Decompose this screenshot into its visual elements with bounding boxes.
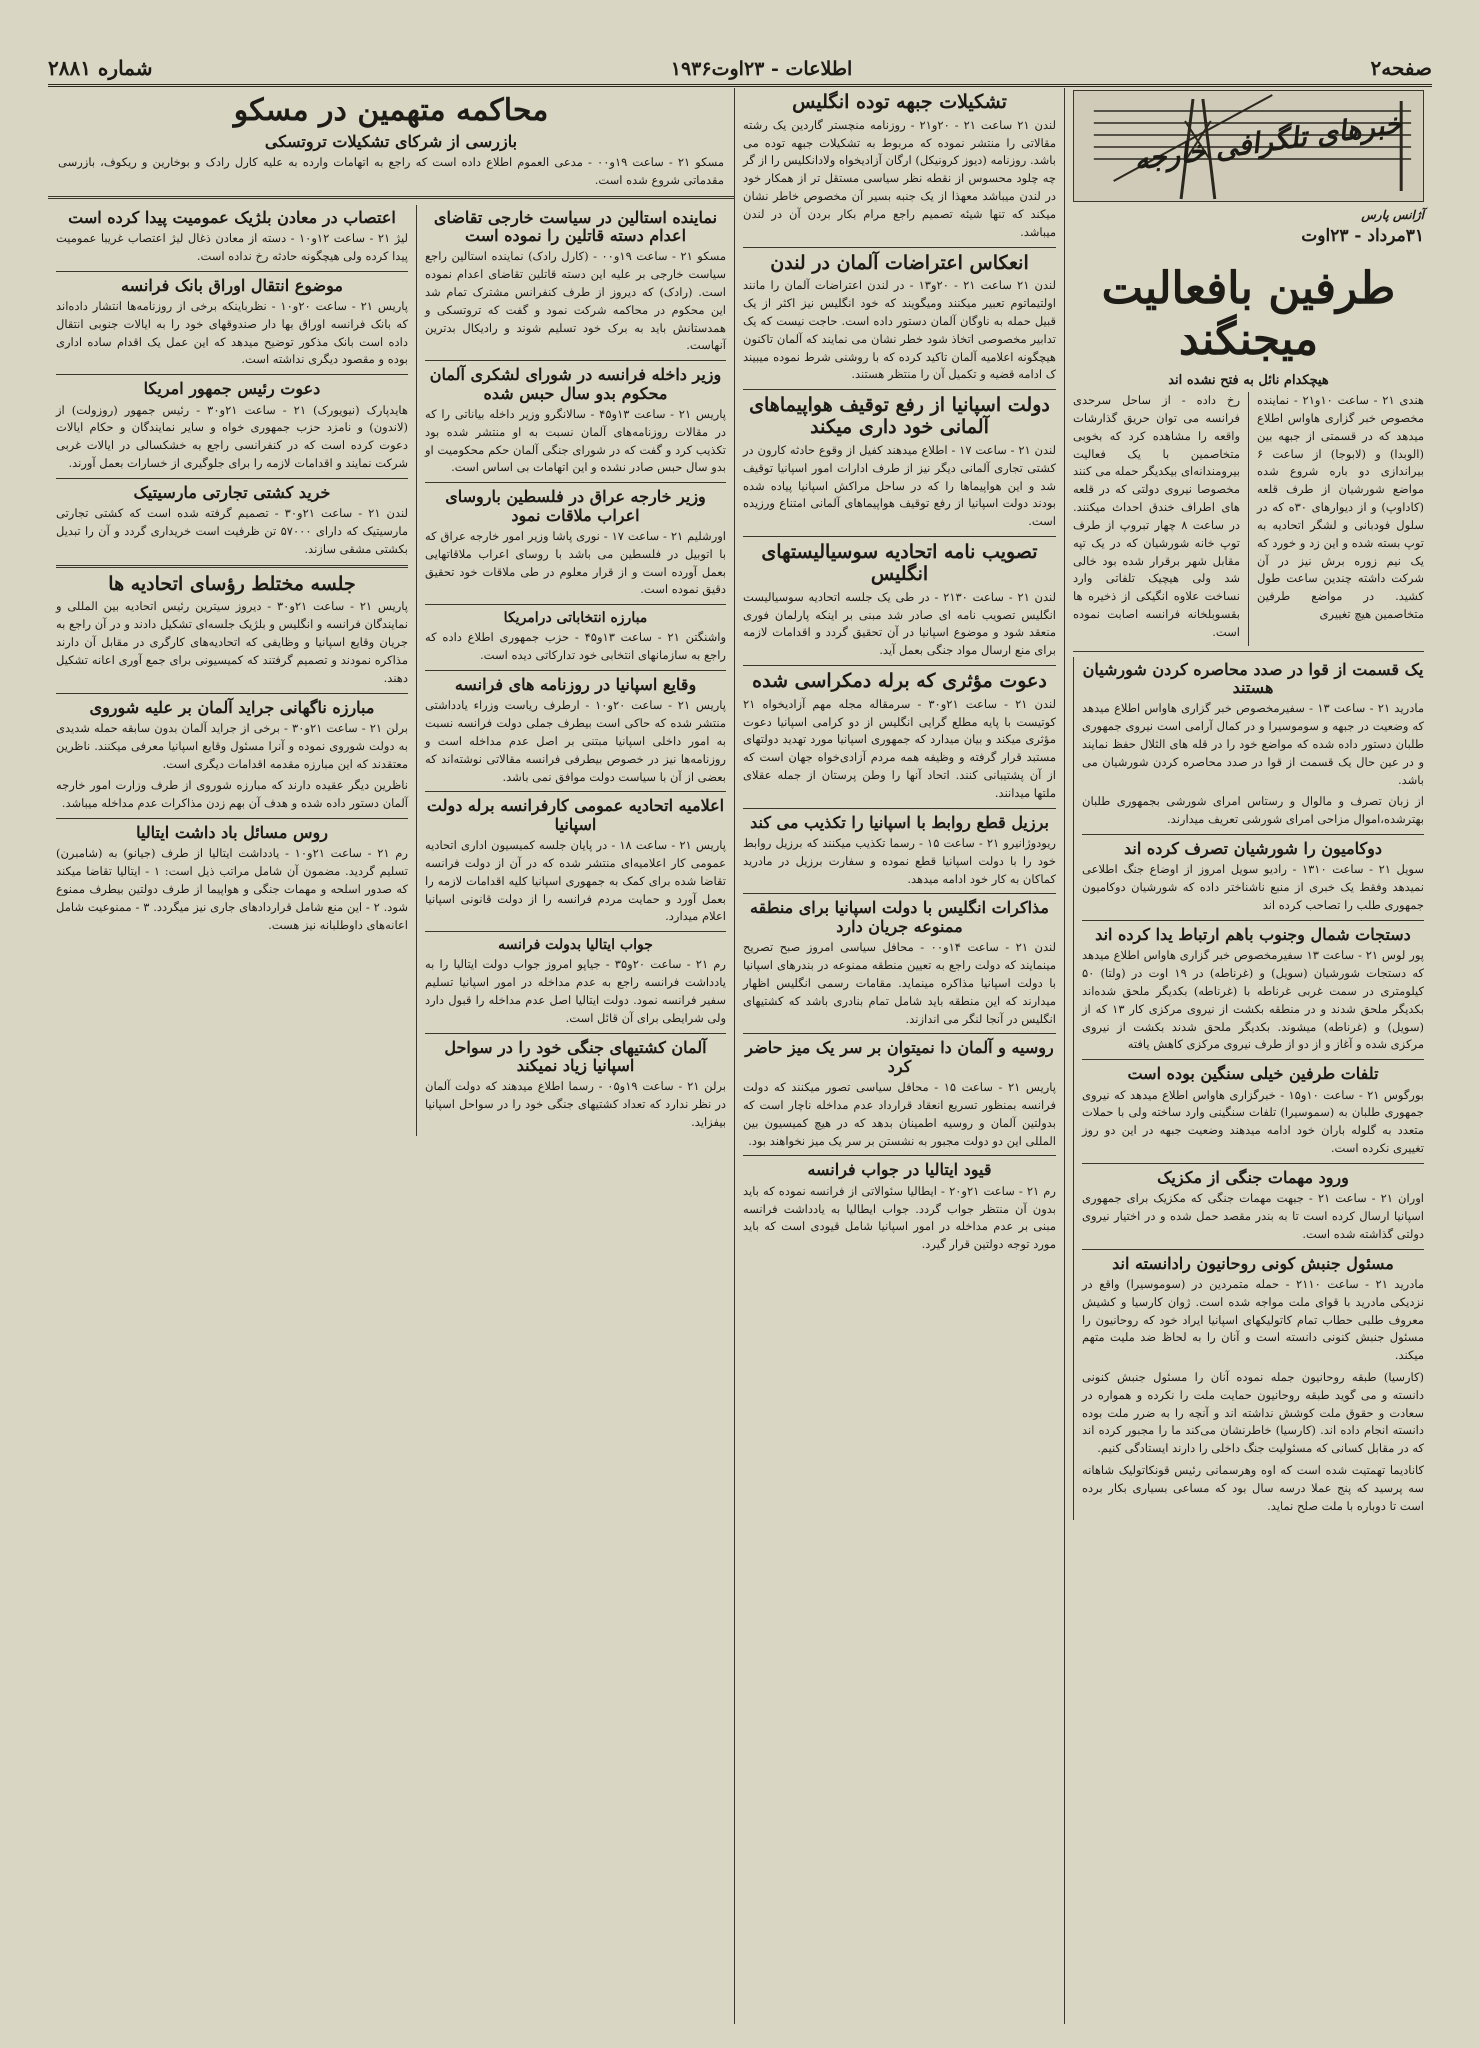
article-text: مادرید ۲۱ - ساعت ۱۳ - سفیرمخصوص خبر گزاری هاواس اطلاع میدهد که وضعیت در جبهه و سوموسیرا و در کمال آرامی است نیروی جمهوری طلبان دستور داده شده که مواضع خود را در قله های الثلال حفظ نمایند و در عین حال یک قسمت از قوا در صدد محاصره کردن شورشیان می باشد.: [1082, 701, 1424, 787]
article-body-split: [1073, 392, 1424, 645]
article-text: لندن ۲۱ - ساعت ۲۱و۳۰ - تصمیم گرفته شده است که کشتی تجارتی مارسیتیک که دارای ۵۷۰۰۰ تن ظرفیت است خریداری گردد و آن را تبدیل بکشتی مشقی سازند.: [56, 506, 408, 556]
article-headline: دستجات شمال وجنوب باهم ارتباط یدا کرده اند: [1095, 924, 1411, 944]
lower-split: [1073, 657, 1424, 1520]
main-headline: طرفین بافعالیت میجنگند: [1101, 263, 1396, 365]
telegraph-banner: [1073, 90, 1424, 202]
column-world-news: [48, 205, 416, 1136]
section-title: خبرهای تلگرافی خارجه: [1131, 106, 1404, 177]
article-headline: دعوت مؤثری که برله دمکراسی شده: [752, 669, 1047, 692]
article-text: مسکو ۲۱ - ساعت ۱۹و۰۰ - (کارل رادک) نماینده استالین راجع سیاست خارجی بر علیه این دسته قاتلین تقاضای اعدام نموده است. (رادک) که دیروز از طرف کنفرانس مشترک تمام شد این محکوم در محاکمه شرکت نمود و گفت که تروتسکی و همدستانش باید به برک خود تسلیم شوند و رادیکال بدترین آنهاست.: [425, 249, 726, 353]
article-headline: قیود ایتالیا در جواب فرانسه: [807, 1160, 992, 1180]
issue-number: شماره ۲۸۸۱: [48, 56, 153, 80]
article-text: اورشلیم ۲۱ - ساعت ۱۷ - نوری پاشا وزیر امور خارجه عراق که با اتوبیل در فلسطین می باشد با روسای اعراب ملاقاتهایی بعمل آورده است و از قرار معلوم در طی ملاقات خود تحقیق دقیق نموده است.: [425, 528, 726, 597]
masthead: [48, 44, 1432, 87]
article-text: برلن ۲۱ - ساعت ۲۱و۳۰ - برخی از جراید آلمان بدون سابقه حمله شدیدی به دولت شوروی نموده و آنرا مسئول وقایع اسپانیا معرفی میکنند. ناظرین معتقدند که این مبارزه مقدمه اقدامات دیگری است.: [56, 720, 408, 771]
article-text: اوران ۲۱ - ساعت ۲۱ - جبهت مهمات جنگی که مکزیک برای جمهوری اسپانیا ارسال کرده است تا به بندر مقصد حمل شده و در اختیار نیروی دولتی گذاشته شده است.: [1082, 1191, 1424, 1241]
article-headline: وزیر داخله فرانسه در شورای لشکری آلمان محکوم بدو سال حبس شده: [429, 365, 722, 403]
article-text: پاریس ۲۱ - ساعت ۲۱و۳۰ - دیروز سیترین رئیس اتحادیه بین المللی و نمایندگان فرانسه و انگلیس و بلژیک جلسه‌ای تشکیل دادند و در آن راجع به جریان وقایع اسپانیا و وظایفی که اتحادیه‌های کارگری در مقابل آن دارند مذاکره نمودند و تصمیم گرفتند که کمیسیونی برای جمع آوری اعانه تشکیل دهند.: [56, 599, 408, 685]
page-number: صفحه۲: [1370, 56, 1432, 80]
article-headline: دولت اسپانیا از رفع توقیف هواپیماهای آلمانی خود داری میکند: [749, 394, 1050, 439]
article-text: ریودوژانیرو ۲۱ - ساعت ۱۵ - رسما تکذیب میکنند که برزیل روابط خود را با دولت اسپانیا قطع نموده و سفارت برزیل در مادرید کماکان به کار خود ادامه میدهد.: [743, 836, 1056, 886]
article-text: پاریس ۲۱ - ساعت ۱۸ - در پایان جلسه کمیسیون اداری اتحادیه عمومی کار اعلامیه‌ای منتشر شده که در آن از دولت فرانسه تقاضا شده برای کمک به جمهوری اسپانیا کلیه اقدامات لازمه را بعمل آورد و حمایت مردم فرانسه را از دولت قانونی اسپانیا اعلام میدارد.: [425, 838, 726, 924]
date-line: [1073, 226, 1424, 246]
article-headline: ورود مهمات جنگی از مکزیک: [1157, 1167, 1349, 1187]
article-headline: وزیر خارجه عراق در فلسطین باروسای اعراب ملاقات نمود: [445, 487, 706, 525]
article-headline: وقایع اسپانیا در روزنامه های فرانسه: [454, 674, 697, 694]
article-headline: بازرسی از شرکای تشکیلات تروتسکی: [264, 131, 518, 151]
article-headline: نماینده استالین در سیاست خارجی تقاضای اعدام دسته قاتلین را نموده است: [433, 207, 718, 245]
article-headline: مبارزه انتخاباتی درامریکا: [503, 610, 648, 627]
article-headline: دعوت رئیس جمهور امریکا: [143, 379, 321, 399]
article-headline: مذاکرات انگلیس با دولت اسپانیا برای منطقه ممنوعه جریان دارد: [750, 898, 1049, 936]
source-stamp: آژانس پارس: [1361, 208, 1424, 222]
article-text: لندن ۲۱ - ساعت ۱۷ - اطلاع میدهند کفیل از وقوع حادثه کارون در کشتی تجاری آلمانی دیگر نیز از طرف ادارات امور اسپانیا توقیف شد و این هواپیماها را که در ساحل مراکش اسپانیا پیاده شده بودند دولت اسپانیا از رفع توقیف هواپیماهای آلمانی امتناع ورزیده است.: [743, 442, 1056, 529]
article-text: لندن ۲۱ ساعت ۲۱ - ۲۰و۱۳ - در لندن اعتراضات آلمان را مانند اولتیماتوم تعبیر میکنند ومیگویند که خود انگلیس نیز اکثر از یک قبیل حمله به ناوگان آلمان دستور داده است. حاجت نیست که یک تدابیر مخصوصی اتخاذ شود خطر نشان می نمایند که آلمان تاکنون هیچگونه اعلامیه آلمان تاکید کرده که با روشنی شرط نموده میبیند ک ادامه قضیه و تکمیل آن را منتظر هستند.: [743, 278, 1057, 382]
article-text: پاریس ۲۱ - ساعت ۱۳و۴۵ - سالانگرو وزیر داخله بیاناتی را که در مقالات روزنامه‌های آلمان نسبت به او منتشر شده بود تکذیب کرد و گفت که در شورای جنگی آلمان حکم محکومیت او بدو سال حبس صادر نشده و این اتهامات بی اساس است.: [425, 406, 726, 475]
article-headline: یک قسمت از قوا در صدد محاصره کردن شورشیان هستند: [1082, 659, 1424, 697]
article-headline: خرید کشتی تجارتی مارسیتیک: [133, 482, 331, 502]
moscow-headline: محاکمه متهمین در مسکو: [233, 93, 549, 128]
main-subhead: هیچکدام نائل به فتح نشده اند: [1168, 373, 1329, 389]
article-text: بورگوس ۲۱ - ساعت ۱۰و۱۵ - خبرگزاری هاواس اطلاع میدهد که نیروی جمهوری طلبان به (سموسیرا) تلفات سنگینی وارد ساخته ولی با حملات متعدد به گلوله باران خود ادامه میدهند وضعیت جبهه در این دو روز تغییری نکرده است.: [1082, 1087, 1425, 1155]
article-text: کانادیما تهمتیت شده است که اوه وهرسمانی رئیس قونکاتولیک شاهانه سه پرسید که پنج عملا درسه سال بود که مساعی بسیاری بکار برده است تا دوباره با ملت صلح نماید.: [1082, 1463, 1424, 1513]
article-text: لندن ۲۱ - ساعت ۲۱و۳۰ - سرمقاله مجله مهم آزادیخواه ۲۱ کوتیست با پایه مطلع گرایی انگلیس از دو کرامی اسپانیا دعوت مؤثری میکند و بیان میدارد که جمهوری اسپانیا مورد تهدید دولتهای مستبد قرار گرفته و وظیفه همه مردم آزادی‌خواه جهان است که از آن پشتیبانی کنند. اتحاد آنها را وطن پرستان از جمله عقلای ملتها میدانند.: [743, 696, 1056, 800]
article-text: رم ۲۱ - ساعت ۲۱و۱۰ - یادداشت ایتالیا از طرف (جیانو) به (شامبرن) تسلیم گردید. مضمون آن شامل مراتب ذیل است: ۱ - ایتالیا تقاضا میکند که صدور اسلحه و مهمات جنگی و هواپیما از طرف دولتین بیطرف ممنوع شود. ۲ - این منع شامل قراردادهای جاری نیز میگردد. ۳ - ممنوعیت شامل اعانه‌های داوطلبانه نیز هست.: [56, 846, 408, 932]
article-headline: روس مسائل باد داشت ایتالیا: [136, 823, 328, 842]
article-text: از زبان تصرف و مالوال و رستاس امرای شورشی بجمهوری طلبان بهترشده،اموال مزاحی امرای شورشی تعریف میدارند.: [1082, 794, 1424, 827]
columns-moscow-trial: [48, 88, 734, 2024]
article-text: هایدپارک (نیویورک) ۲۱ - ساعت ۲۱و۳۰ - رئیس جمهور (روزولت) از (لاندون) و نامزد حزب جمهوری خواه و سایر نمایندگان و حکام ایالات دعوت کرده است که در کنفرانسی راجع به خشکسالی در ایالات غربی شرکت نمایند و اقدامات لازمه را برای جلوگیری از خسارات بعمل آورند.: [56, 402, 408, 470]
article-headline: مسئول جنبش کونی روحانیون رادانسته اند: [1112, 1253, 1394, 1273]
article-text: پاریس ۲۱ - ساعت ۱۵ - محافل سیاسی تصور میکنند که دولت فرانسه بمنظور تسریع انعقاد قرارداد عدم مداخله ناچار است که بدولتین آلمان و روسیه اطمینان بدهد که در هیچ کمیسیون بین المللی این دو دولت مجبور به نشستن بر سر یک میز نخواهند بود.: [743, 1080, 1056, 1148]
article-text: مسکو ۲۱ - ساعت ۱۹و۰۰ - مدعی العموم اطلاع داده است که راجع به اتهامات وارده به علیه کارل رادک و بوخارین و ریکوف، بازرسی مقدماتی شروع شده است.: [58, 154, 724, 187]
article-headline: برزیل قطع روابط با اسپانیا را تکذیب می کند: [750, 812, 1049, 832]
article-headline: اعتصاب در معادن بلژیک عمومیت پیدا کرده است: [68, 207, 396, 227]
paper-date: اطلاعات - ۲۳اوت۱۹۳۶: [670, 58, 853, 80]
article-headline: جواب ایتالیا بدولت فرانسه: [498, 937, 653, 954]
date-line-text: ۳۱مرداد - ۲۳اوت: [1301, 226, 1424, 246]
article-text: (کارسیا) طبقه روحانیون جمله نموده آنان را مسئول جنبش کنونی دانسته و می گوید طبقه روحانیون حمایت ملت را نکرده و همواره در سعادت و حقوق ملت کوشش نداشته اند و آنچه را به ضرر ملت بوده دانسته انجام داده اند. (کارسیا) خاطرنشان می‌کند ما را مجبور کرده اند که در مقابل کسانی که مسئولیت جنگ داخلی را دارند ایستادگی کنیم.: [1082, 1370, 1424, 1456]
article-headline: تصویب نامه اتحادیه سوسیالیستهای انگلیس: [761, 541, 1038, 585]
moscow-subcolumns: [48, 205, 734, 1136]
article-headline: اعلامیه اتحادیه عمومی کارفرانسه برله دولت اسپانیا: [426, 796, 725, 834]
article-headline: آلمان کشتیهای جنگی خود را در سواحل اسپانیا زیاد نمیکند: [444, 1037, 707, 1075]
column-foreign-news: [1064, 88, 1432, 2024]
article-headline: تلفات طرفین خیلی سنگین بوده است: [1127, 1064, 1379, 1084]
article-text: لندن ۲۱ - ساعت ۱۴و۰۰ - محافل سیاسی امروز صبح تصریح مینمایند که دولت راجع به تعیین منطقه ممنوعه در بندرهای اسپانیا با دولت اسپانیا مذاکره مینماید. مقامات رسمی انگلیس اظهار میدارند که این منطقه باید شامل تمام بنادری باشد که کشتیهای انگلیس در آنجا لنگر می اندازند.: [743, 940, 1056, 1026]
article-text: لندن ۲۱ - ساعت ۲۱۳۰ - در طی یک جلسه اتحادیه سوسیالیست انگلیس تصویب نامه ای صادر شد مبنی بر اینکه پارلمان فوری منعقد شود و موضوع اسپانیا در آن تحقیق گردد و اقدامات لازمه برای منع ارسال مواد جنگی بعمل آید.: [743, 589, 1056, 658]
article-text: پاریس ۲۱ - ساعت ۲۰و۱۰ - نظرباینکه برخی از روزنامه‌ها انتشار داده‌اند که بانک فرانسه اوراق بها دار صندوقهای خود را به ایالات جنوبی انتقال داده است بانک مذکور توضیح میدهد که این عمل یک اقدام ساده اداری بوده و مقصود دیگری نداشته است.: [56, 298, 408, 367]
column-europe-news: [416, 205, 734, 1136]
column-britain-news: [734, 88, 1064, 2024]
article-headline: جلسه مختلط رؤسای اتحادیه ها: [108, 572, 356, 595]
article-text: واشنگتن ۲۱ - ساعت ۱۳و۴۵ - حزب جمهوری اطلاع داده که راجع به سازمانهای انتخابی خود تدارکاتی دیده است.: [425, 630, 726, 663]
article-text: هندی ۲۱ - ساعت ۱۰و۲۱ - نماینده مخصوص خبر گزاری هاواس اطلاع میدهد که در قسمتی از جبهه بین (الوبدا) و (لابوجا) از ساعت ۶ بیراندازی دو باره شروع شده مواضع شورشیان از طرف قلعه (کاداوپ) و از دیوارهای ۳۰ه که در سلول فودبانی و لشگر اتحادیه به توپ بسته شده و این زد و خورد که یک نیم زوره برش نیز در آن شرکت داشته چندین ساعت طول کشید. در مواضع طرفین متخاصمین هیچ تغییری: [1257, 393, 1425, 621]
article-text: لندن ۲۱ ساعت ۲۱ - ۲۰و۲۱ - روزنامه منچستر گاردین یک رشته مقالاتی را منتشر نموده که مربوط به تشکیلات جبهه توده می باشد. روزنامه (دیوز کرونیکل) ارگان آزادیخواه ولادانکلیس را از گر چه چلود محسوس از نقطه نظر سیاسی مستقل تر از همکار خود در لندن میباشد معهذا از یک جنبه بسیر آن مخصوص خاطر نشان میکند که تنها شیئه تصمیم راجع مرام بکار بردن آن در لندن میباشد.: [743, 117, 1056, 239]
article-text: ناظرین دیگر عقیده دارند که مبارزه شوروی از طرف وزارت امور خارجه آلمان دستور داده شده و هدف آن بهم زدن مذاکرات عدم مداخله میباشد.: [56, 778, 408, 811]
article-headline: روسیه و آلمان دا نمیتوان بر سر یک میز حاضر کرد: [745, 1038, 1054, 1076]
article-headline: تشکیلات جبهه توده انگلیس: [792, 91, 1007, 113]
columns: [48, 88, 1432, 2024]
article-text: رم ۲۱ - ساعت ۲۱و۲۰ - ایطالیا سئوالاتی از فرانسه نموده که باید بدون آن منتظر جواب گردد. جواب ایطالیا به یادداشت فرانسه مبنی بر عدم مداخله در امور اسپانیا شامل قیودی است که باید مورد توجه دولتین قرار گیرد.: [743, 1183, 1056, 1252]
article-text: رخ داده - از ساحل سرحدی فرانسه می توان حریق گذارشات واقعه را مشاهده کرد که بخوبی متخاصمین با یک فعالیت بیرومندانه‌ای بیکدیگر حمله می کنند مخصوصا نیروی دولتی که در قلعه های اطراف خندق احداث میکنند. در ساعت ۸ چهار تبروپ از طرف توپ خانه شورشیان که در یک تپه مقابل شهر برقرار شده بود خالی شد ولی هیچیک تلفاتی وارد نساخت علاوه انگیکی از ذخیره ها بقسوبلخانه فرانسه اصابت نموده است.: [1073, 393, 1241, 639]
article-text: سویل ۲۱ - ساعت ۱۳۱۰ - رادیو سویل امروز از اوضاع جنگ اطلاعی نمیدهد وفقط یک خبری از منبع ناشناختر داده که شورشیان دوکامیون جمهوری طلب را تصاحب کرده اند: [1082, 862, 1424, 913]
article-text: برلن ۲۱ - ساعت ۱۹و۰۵ - رسما اطلاع میدهند که دولت آلمان در نظر ندارد که تعداد کشتیهای جنگی خود را در سواحل اسپانیا بیفزاید.: [425, 1079, 726, 1129]
article-headline: موضوع انتقال اوراق بانک فرانسه: [121, 275, 343, 295]
article-text: پاریس ۲۱ - ساعت ۲۰و۱۰ - ارطرف ریاست وزراء یادداشتی منتشر شده که حاکی است بیطرف جملی دولت فرانسه نسبت به امور داخلی اسپانیا مبتنی بر اصل عدم مداخله است و روزنامه‌ها نیز در خصوص بیطرفی فرانسه مقالاتی نوشته‌اند که بعضی از آن با سیاست دولت موافق نمی باشد.: [425, 698, 726, 784]
article-headline: دوکامیون را شورشیان تصرف کرده اند: [1123, 839, 1383, 859]
article-text: رم ۲۱ - ساعت ۲۰و۳۵ - جیاپو امروز جواب دولت ایتالیا را به یادداشت فرانسه راجع به عدم مداخله در امور اسپانیا تسلیم سفیر فرانسه نمود. دولت ایتالیا اصل عدم مداخله را قبول دارد ولی شرایطی برای آن قائل است.: [425, 957, 726, 1025]
article-text: پور لوس ۲۱ - ساعت ۱۳ سفیرمخصوص خبر گزاری هاواس اطلاع میدهد که دستجات شورشیان (سویل) و (غرناطه) در ۱۹ اوت در (ولتا) ۵۰ کیلومتری در سمت غربی غرناطه با (غرناطه) بکدیگر ملحق شده‌اند بکدیگر ملحق شدند و در منطقه بکشت از نیروی مرکزی کار ۱۳ که از (سویل) و (غرناطه) میشوند. بکدیگر ملحق شدند بکشت از نیروی مرکزی شده و آغاز و از دو از طرف نیروی مرکزی کاهش یافته: [1082, 948, 1424, 1052]
article-text: مادرید ۲۱ - ساعت ۲۱۱۰ - حمله متمردین در (سوموسیرا) واقع در نزدیکی مادرید با قوای ملت مواجه شده است. ژوان کارسیا و کشیش معروف طلبی حطاب تمام کاتولیکهای اسپانیا ایراد خود که روحانیون را مسئول جنبش کنونی دانسته است و آنان را به لحاظ ضد ملیت متهم میکند.: [1082, 1276, 1425, 1363]
article-headline: مبارزه ناگهانی جراید آلمان بر علیه شوروی: [89, 697, 375, 717]
article-headline: انعکاس اعتراضات آلمان در لندن: [770, 251, 1029, 274]
article-text: لیژ ۲۱ - ساعت ۱۲و۱۰ - دسته از معادن ذغال لیژ اعتصاب غریبا عمومیت پیدا کرده ولی هیچگونه حادثه رخ نداده است.: [56, 230, 408, 263]
